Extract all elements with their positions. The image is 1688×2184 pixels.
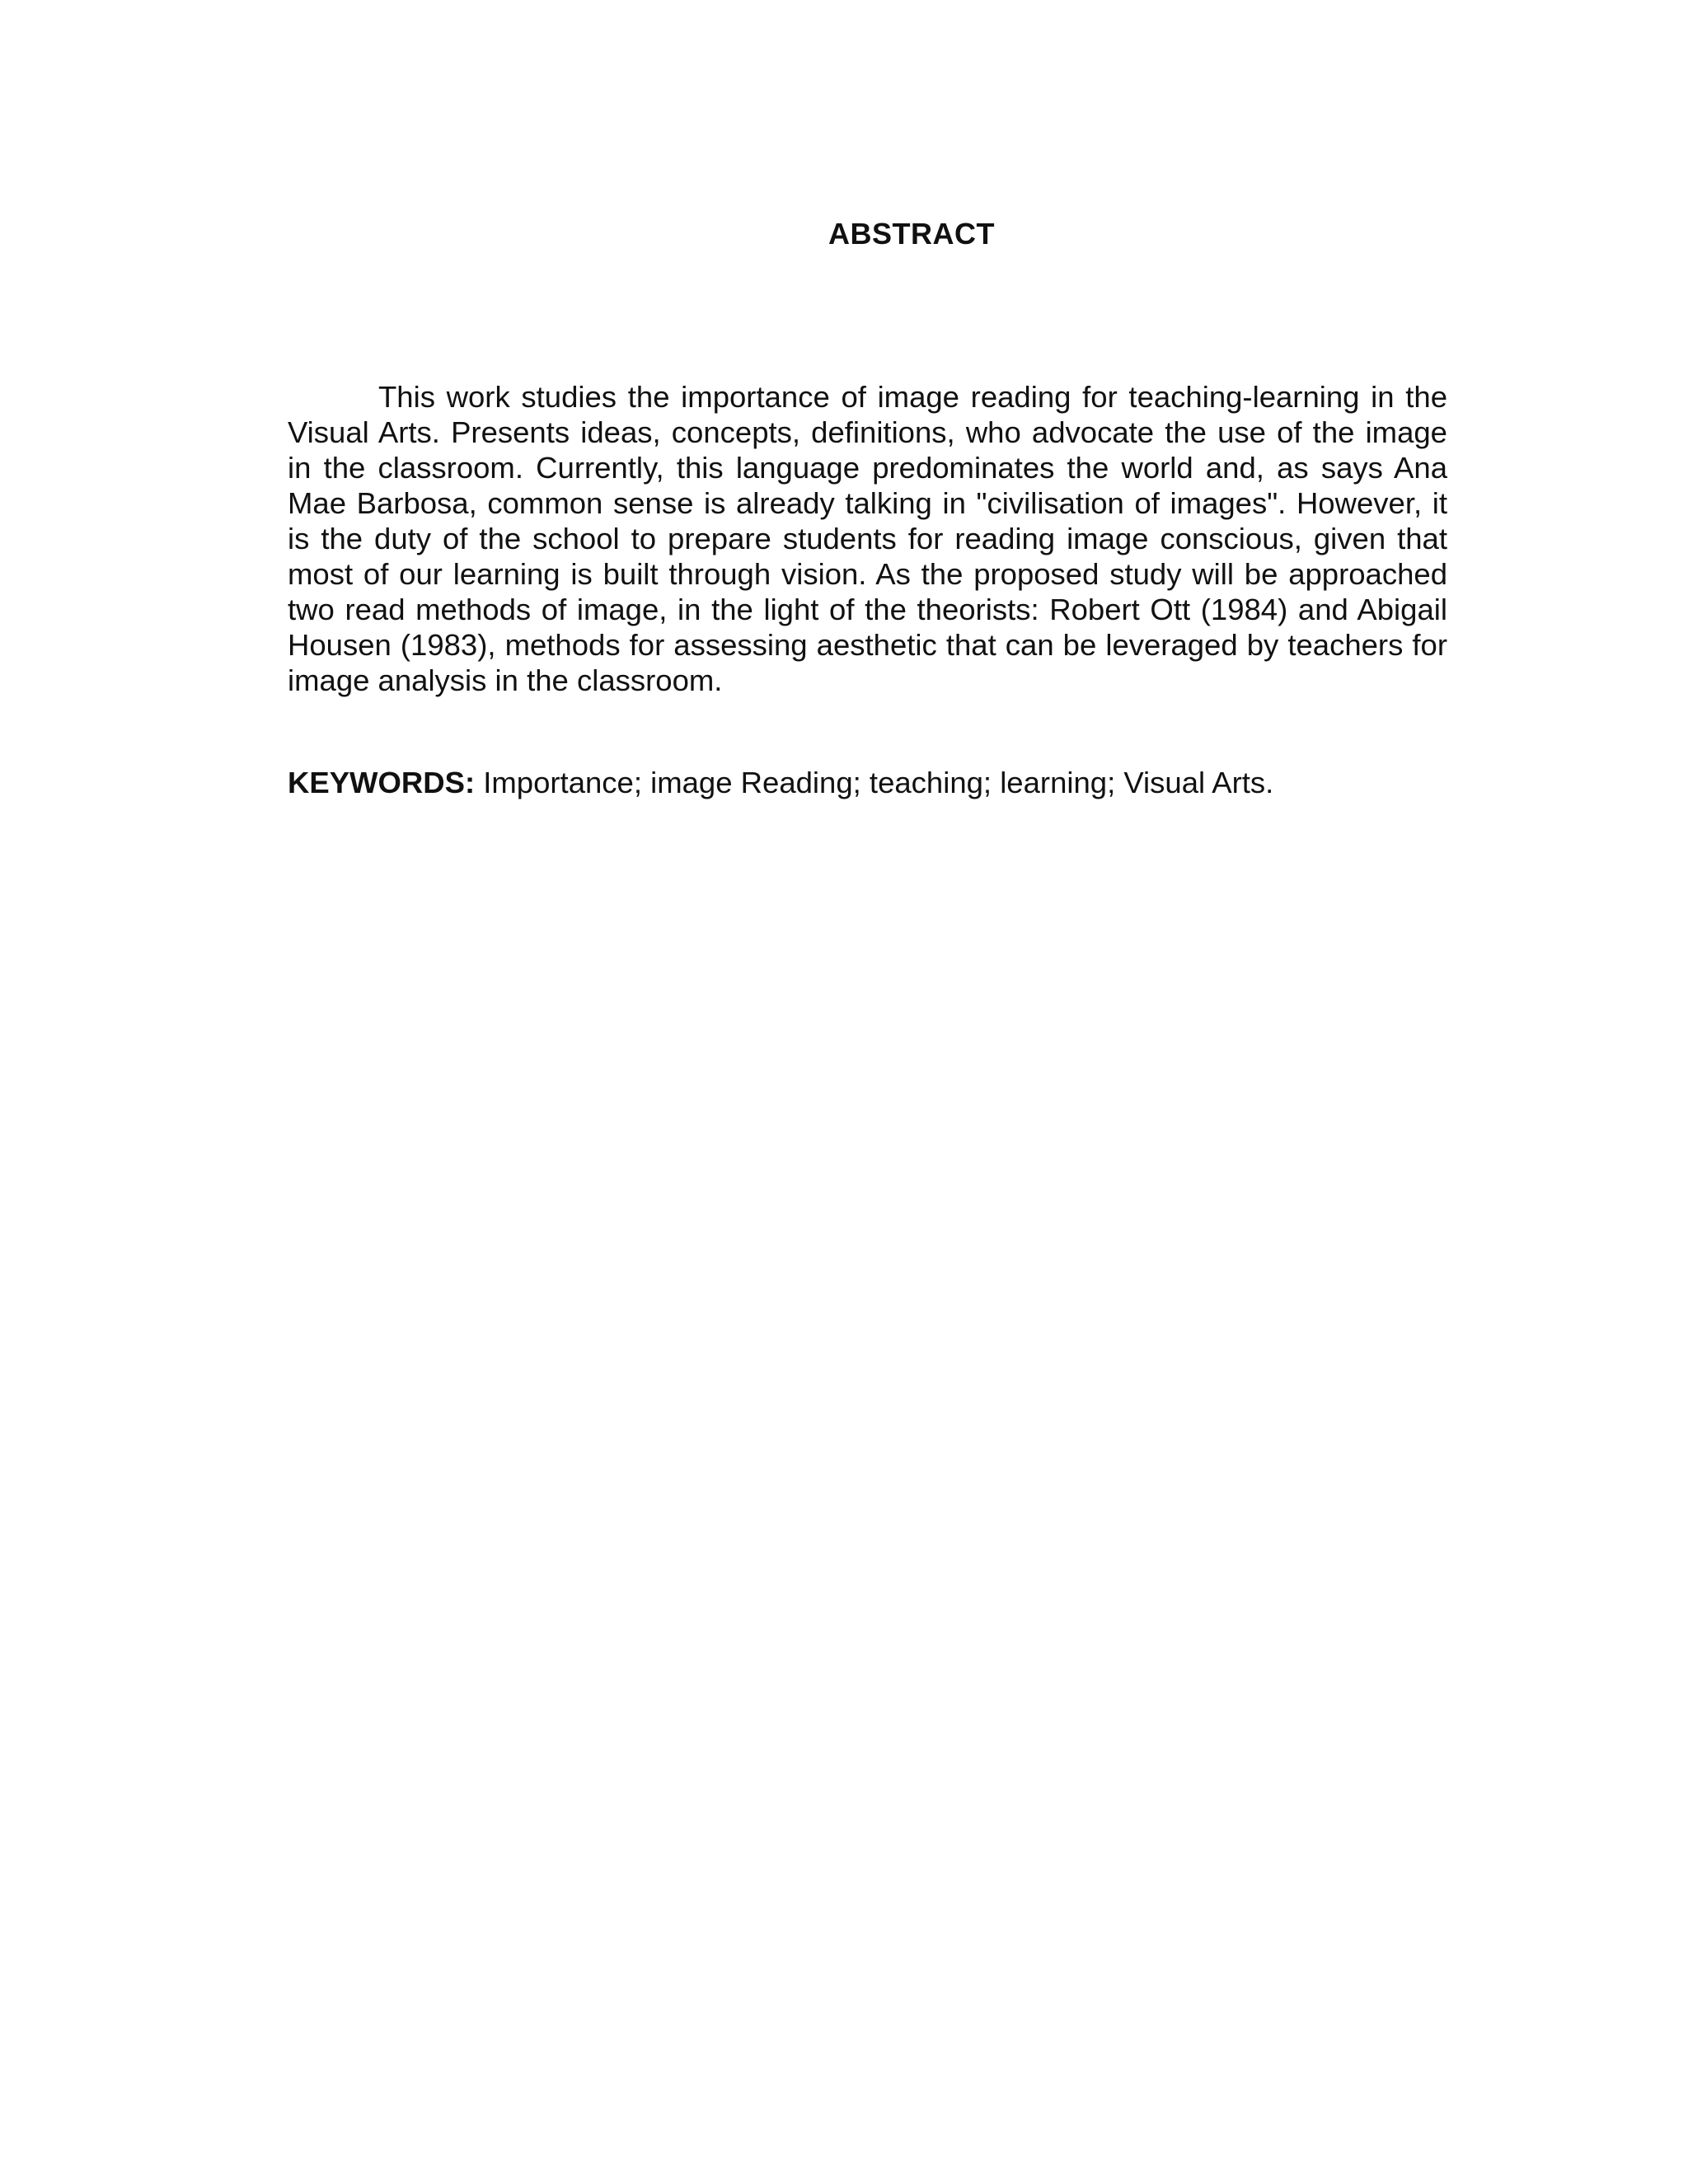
abstract-title: ABSTRACT [828, 217, 995, 251]
keywords-text: Importance; image Reading; teaching; learning; Visual Arts. [475, 766, 1274, 799]
abstract-paragraph: This work studies the importance of image reading for teaching-learning in the Visual Arts. Presents ideas, concepts, definitions, who advocate the use of the image in the classroom. Currently, this language predominates the world and, as says Ana Mae Barbosa, common sense is already talking in "civilisation of images". However, it is the duty of the school to prepare students for reading image conscious, given that most of our learning is built through vision. As the proposed study will be approached two read methods of image, in the light of the theorists: Robert Ott (1984) and Abigail Housen (1983), methods for assessing aesthetic that can be leveraged by teachers for image analysis in the classroom. [288, 380, 1447, 697]
keywords-line [288, 765, 1447, 800]
keywords-label: KEYWORDS: [288, 766, 476, 799]
